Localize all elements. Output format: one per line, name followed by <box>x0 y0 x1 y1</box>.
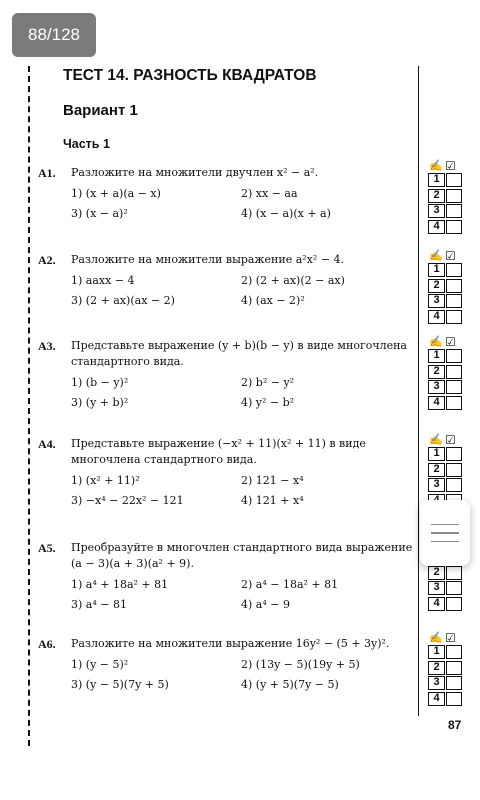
task-number: А4. <box>38 437 56 451</box>
variant-heading: Вариант 1 <box>63 102 138 119</box>
option-3: 3) a⁴ − 81 <box>71 598 127 611</box>
option-4: 4) 121 + x⁴ <box>241 494 304 507</box>
option-1: 1) (x + a)(a − x) <box>71 187 161 200</box>
menu-icon <box>431 532 459 534</box>
pen-icon: ✍ <box>429 631 443 644</box>
option-2: 2) (13y − 5)(19y + 5) <box>241 658 360 671</box>
answer-checkbox[interactable] <box>446 189 462 203</box>
answer-number: 3 <box>428 380 445 394</box>
answer-number: 4 <box>428 310 445 324</box>
option-1: 1) aaxx − 4 <box>71 274 135 287</box>
option-4: 4) (ax − 2)² <box>241 294 305 307</box>
answer-checkbox[interactable] <box>446 310 462 324</box>
answer-number: 4 <box>428 597 445 611</box>
task-number: А6. <box>38 637 56 651</box>
option-2: 2) (2 + ax)(2 − ax) <box>241 274 345 287</box>
answer-number: 3 <box>428 676 445 690</box>
answer-number: 2 <box>428 279 445 293</box>
answer-box-a1 <box>428 160 464 235</box>
answer-checkbox[interactable] <box>446 566 462 580</box>
part-heading: Часть 1 <box>63 137 110 151</box>
option-3: 3) (y − 5)(7y + 5) <box>71 678 169 691</box>
task-number: А2. <box>38 253 56 267</box>
answer-checkbox[interactable] <box>446 661 462 675</box>
answer-number: 1 <box>428 447 445 461</box>
task-a4 <box>38 436 414 509</box>
answer-checkbox[interactable] <box>446 692 462 706</box>
task-number: А3. <box>38 339 56 353</box>
checkbox-icon: ☑ <box>445 159 456 173</box>
answer-checkbox[interactable] <box>446 349 462 363</box>
menu-button[interactable] <box>420 500 470 566</box>
task-a3 <box>38 338 414 411</box>
task-text: Разложите на множители двучлен x² − a². <box>71 166 319 179</box>
answer-checkbox[interactable] <box>446 204 462 218</box>
option-2: 2) 121 − x⁴ <box>241 474 304 487</box>
answer-number: 4 <box>428 220 445 234</box>
page-number: 87 <box>448 718 462 732</box>
task-text: Разложите на множители выражение a²x² − 4. <box>71 253 345 266</box>
answer-checkbox[interactable] <box>446 365 462 379</box>
answer-number: 4 <box>428 396 445 410</box>
task-text: Представьте выражение (y + b)(b − y) в виде многочлена стандартного вида. <box>71 339 407 368</box>
answer-column-divider <box>418 66 419 716</box>
checkbox-icon: ☑ <box>445 631 456 645</box>
answer-number: 3 <box>428 294 445 308</box>
task-number: А1. <box>38 166 56 180</box>
answer-checkbox[interactable] <box>446 676 462 690</box>
answer-checkbox[interactable] <box>446 279 462 293</box>
answer-box-a2 <box>428 250 464 325</box>
answer-checkbox[interactable] <box>446 581 462 595</box>
option-3: 3) (2 + ax)(ax − 2) <box>71 294 175 307</box>
pen-icon: ✍ <box>429 335 443 348</box>
option-4: 4) (y + 5)(7y − 5) <box>241 678 339 691</box>
pen-icon: ✍ <box>429 433 443 446</box>
option-4: 4) a⁴ − 9 <box>241 598 290 611</box>
checkbox-icon: ☑ <box>445 335 456 349</box>
answer-number: 1 <box>428 263 445 277</box>
option-1: 1) (x² + 11)² <box>71 474 140 487</box>
answer-box-a6 <box>428 632 464 707</box>
answer-number: 1 <box>428 645 445 659</box>
answer-number: 4 <box>428 692 445 706</box>
answer-checkbox[interactable] <box>446 597 462 611</box>
cut-line <box>28 66 30 746</box>
answer-number: 3 <box>428 478 445 492</box>
option-2: 2) a⁴ − 18a² + 81 <box>241 578 339 591</box>
answer-checkbox[interactable] <box>446 294 462 308</box>
checkbox-icon: ☑ <box>445 249 456 263</box>
page-title: ТЕСТ 14. РАЗНОСТЬ КВАДРАТОВ <box>63 67 317 84</box>
task-a5 <box>38 540 414 613</box>
answer-checkbox[interactable] <box>446 263 462 277</box>
answer-checkbox[interactable] <box>446 447 462 461</box>
task-text: Представьте выражение (−x² + 11)(x² + 11) в виде многочлена стандартного вида. <box>71 437 366 466</box>
answer-checkbox[interactable] <box>446 478 462 492</box>
answer-number: 3 <box>428 204 445 218</box>
answer-number: 2 <box>428 463 445 477</box>
answer-checkbox[interactable] <box>446 463 462 477</box>
option-3: 3) (y + b)² <box>71 396 129 409</box>
page-counter: 88/128 <box>12 13 96 57</box>
task-a1 <box>38 165 414 222</box>
option-4: 4) y² − b² <box>241 396 295 409</box>
menu-icon <box>431 541 459 543</box>
option-2: 2) b² − y² <box>241 376 295 389</box>
option-3: 3) −x⁴ − 22x² − 121 <box>71 494 184 507</box>
answer-checkbox[interactable] <box>446 396 462 410</box>
task-text: Преобразуйте в многочлен стандартного вида выражение (a − 3)(a + 3)(a² + 9). <box>71 541 413 570</box>
answer-number: 2 <box>428 189 445 203</box>
answer-checkbox[interactable] <box>446 380 462 394</box>
answer-number: 2 <box>428 566 445 580</box>
answer-checkbox[interactable] <box>446 173 462 187</box>
option-1: 1) a⁴ + 18a² + 81 <box>71 578 169 591</box>
answer-checkbox[interactable] <box>446 220 462 234</box>
answer-box-a3 <box>428 336 464 411</box>
pen-icon: ✍ <box>429 159 443 172</box>
answer-number: 2 <box>428 365 445 379</box>
option-1: 1) (b − y)² <box>71 376 129 389</box>
task-text: Разложите на множители выражение 16y² − (5 + 3y)². <box>71 637 390 650</box>
task-number: А5. <box>38 541 56 555</box>
option-2: 2) xx − aa <box>241 187 298 200</box>
answer-number: 2 <box>428 661 445 675</box>
option-4: 4) (x − a)(x + a) <box>241 207 331 220</box>
menu-icon <box>431 524 459 526</box>
answer-number: 1 <box>428 349 445 363</box>
task-a6 <box>38 636 414 693</box>
pen-icon: ✍ <box>429 249 443 262</box>
checkbox-icon: ☑ <box>445 433 456 447</box>
task-a2 <box>38 252 414 309</box>
option-1: 1) (y − 5)² <box>71 658 129 671</box>
answer-number: 3 <box>428 581 445 595</box>
answer-number: 1 <box>428 173 445 187</box>
option-3: 3) (x − a)² <box>71 207 128 220</box>
answer-box-a4 <box>428 434 464 509</box>
answer-checkbox[interactable] <box>446 645 462 659</box>
